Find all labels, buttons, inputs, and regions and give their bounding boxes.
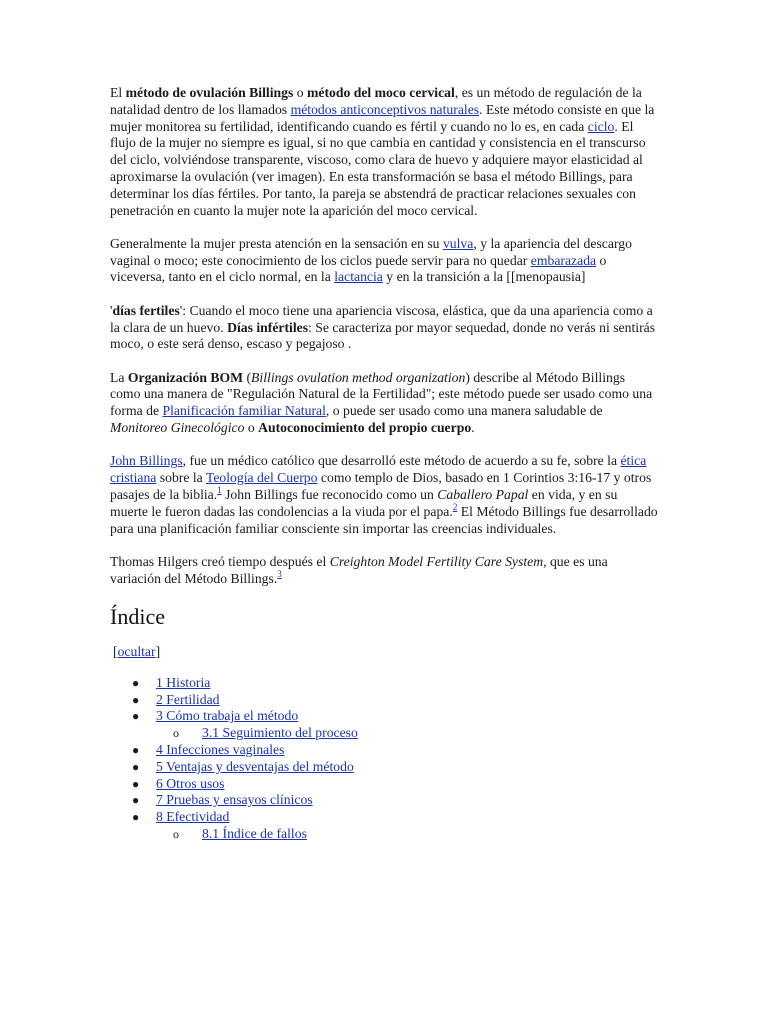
toc-sublist	[156, 826, 658, 843]
toc-item-otros-usos	[110, 776, 658, 793]
text: ': Cuando el moco tiene una apariencia viscosa, elástica, que da una apariencia como a la clara de un huevo.	[110, 302, 653, 335]
article-body	[110, 85, 658, 843]
text: El Método Billings fue desarrollado para una planificación familiar consciente sin importar las creencias individuales.	[110, 503, 658, 536]
toc-link[interactable]: 3.1 Seguimiento del proceso	[202, 725, 358, 741]
text: o viceversa, tanto en el ciclo normal, en la	[110, 252, 607, 285]
toc-link[interactable]: 3 Cómo trabaja el método	[156, 708, 299, 724]
citation-2[interactable]: 2	[452, 501, 458, 512]
text: o	[293, 85, 307, 100]
text: (	[243, 369, 252, 385]
bold-term-autoconocimiento: Autoconocimiento del propio cuerpo	[258, 420, 472, 436]
toc-link[interactable]: 8.1 Índice de fallos	[202, 825, 307, 841]
paragraph-hilgers	[110, 554, 658, 588]
link-planificacion-familiar[interactable]: Planificación familiar Natural	[162, 403, 326, 419]
toc-item-efectividad	[110, 809, 658, 843]
toc-subitem-seguimiento	[156, 725, 658, 742]
bold-term-bom: Organización BOM	[127, 369, 244, 385]
toc-item-ventajas	[110, 759, 658, 776]
text: John Billings fue reconocido como un	[221, 486, 438, 502]
text: El	[110, 85, 126, 100]
italic-term-caballero-papal: Caballero Papal	[437, 486, 529, 502]
citation-3[interactable]: 3	[277, 568, 282, 579]
toc-item-pruebas	[110, 792, 658, 809]
text: , que es una variación del Método Billings.	[110, 553, 608, 586]
link-ciclo[interactable]: ciclo	[587, 118, 615, 134]
italic-term-creighton: Creighton Model Fertility Care System	[329, 553, 544, 569]
bullet-icon: ●	[132, 810, 140, 825]
link-natural-methods[interactable]: métodos anticonceptivos naturales	[290, 101, 480, 117]
toc-link[interactable]: 8 Efectividad	[156, 809, 230, 825]
toc-hide-link[interactable]: ocultar	[117, 643, 156, 659]
text: o	[244, 420, 259, 436]
toc-toggle	[113, 644, 658, 661]
link-teologia-del-cuerpo[interactable]: Teología del Cuerpo	[205, 470, 318, 486]
text: '	[110, 302, 113, 318]
toc-item-fertilidad	[110, 692, 658, 709]
toc-title: Índice	[110, 603, 165, 629]
link-etica-cristiana[interactable]: ética cristiana	[110, 453, 647, 486]
text: Generalmente la mujer presta atención en la sensación en su	[110, 235, 443, 251]
italic-term-monitoreo: Monitoreo Ginecológico	[110, 420, 245, 436]
toc-list	[110, 675, 658, 843]
bullet-icon: ●	[132, 793, 140, 808]
bold-term-infertile-days: Días infértiles	[227, 319, 309, 335]
toc-link[interactable]: 7 Pruebas y ensayos clínicos	[156, 792, 313, 808]
text: como templo de Dios, basado en 1 Corintios 3:16-17 y otros pasajes de la biblia.	[110, 470, 652, 502]
sub-bullet-icon: o	[173, 726, 179, 741]
text: .	[471, 420, 475, 436]
bullet-icon: ●	[132, 675, 140, 690]
text: Thomas Hilgers creó tiempo después el	[110, 553, 330, 569]
toc-sublist	[156, 725, 658, 742]
toc-link[interactable]: 4 Infecciones vaginales	[156, 741, 285, 757]
link-john-billings[interactable]: John Billings	[110, 453, 183, 469]
paragraph-bom	[110, 370, 658, 437]
text: , y la apariencia del descargo vaginal o moco; este conocimiento de los ciclos puede servir para no quedar	[110, 235, 632, 268]
toc-item-como-trabaja	[110, 708, 658, 742]
text: La	[110, 369, 128, 385]
link-embarazada[interactable]: embarazada	[530, 252, 597, 268]
text: . Este método consiste en que la mujer monitorea su fertilidad, identificando cuando es fértil y cuando no lo es, en cada	[110, 101, 655, 134]
toc-item-infecciones	[110, 742, 658, 759]
bracket-close: ]	[155, 643, 161, 659]
text: sobre la	[156, 470, 206, 486]
text: , es un método de regulación de la natalidad dentro de los llamados	[110, 85, 642, 117]
text: ) describe al Método Billings como una manera de "Regulación Natural de la Fertilidad"; este método puede ser usado como una forma de	[110, 369, 653, 419]
toc-item-historia	[110, 675, 658, 692]
link-lactancia[interactable]: lactancia	[334, 269, 383, 285]
text: : Se caracteriza por mayor sequedad, donde no verás ni sentirás moco, o este será denso, escaso y pegajoso .	[110, 319, 656, 352]
bullet-icon: ●	[132, 709, 140, 724]
bold-term-cervical-mucus: método del moco cervical	[306, 85, 455, 100]
paragraph-attention	[110, 236, 658, 286]
text: y en la transición a la [[menopausia]	[382, 269, 586, 285]
italic-term-bom-english: Billings ovulation method organization	[251, 369, 466, 385]
paragraph-intro	[110, 85, 658, 219]
bold-term-fertile-days: días fertiles	[112, 302, 180, 318]
toc-link[interactable]: 6 Otros usos	[156, 775, 225, 791]
bracket-open: [	[113, 643, 118, 659]
paragraph-john-billings	[110, 453, 658, 537]
bullet-icon: ●	[132, 776, 140, 791]
toc-subitem-indice-fallos	[156, 826, 658, 843]
text: . El flujo de la mujer no siempre es igual, si no que cambia en cantidad y consistencia en el transcurso del ciclo, volviéndose transparente, viscoso, como clara de huevo y adquiere mayor elasticidad al aproximarse la ovulación (ver imagen). En esta transformación se basa el método Billings, para determinar los días fértiles. Por tanto, la pareja se abstendrá de practicar relaciones sexuales con penetración en cuanto la mujer note la aparición del moco cervical.	[110, 118, 646, 218]
text: , fue un médico católico que desarrolló este método de acuerdo a su fe, sobre la	[182, 453, 621, 469]
text: en vida, y en su muerte le fueron dadas las condolencias a la viuda por el papa.	[110, 486, 618, 519]
link-vulva[interactable]: vulva	[442, 235, 474, 251]
sub-bullet-icon: o	[173, 826, 179, 841]
toc-link[interactable]: 5 Ventajas y desventajas del método	[156, 758, 354, 774]
bold-term-method-name: método de ovulación Billings	[125, 85, 294, 100]
bullet-icon: ●	[132, 759, 140, 774]
paragraph-fertile-days	[110, 303, 658, 353]
toc-link[interactable]: 1 Historia	[156, 674, 211, 690]
bullet-icon: ●	[132, 692, 140, 707]
text: , o puede ser usado como una manera saludable de	[325, 403, 603, 419]
citation-1[interactable]: 1	[217, 484, 222, 495]
bullet-icon: ●	[132, 742, 140, 757]
toc-link[interactable]: 2 Fertilidad	[156, 691, 220, 707]
